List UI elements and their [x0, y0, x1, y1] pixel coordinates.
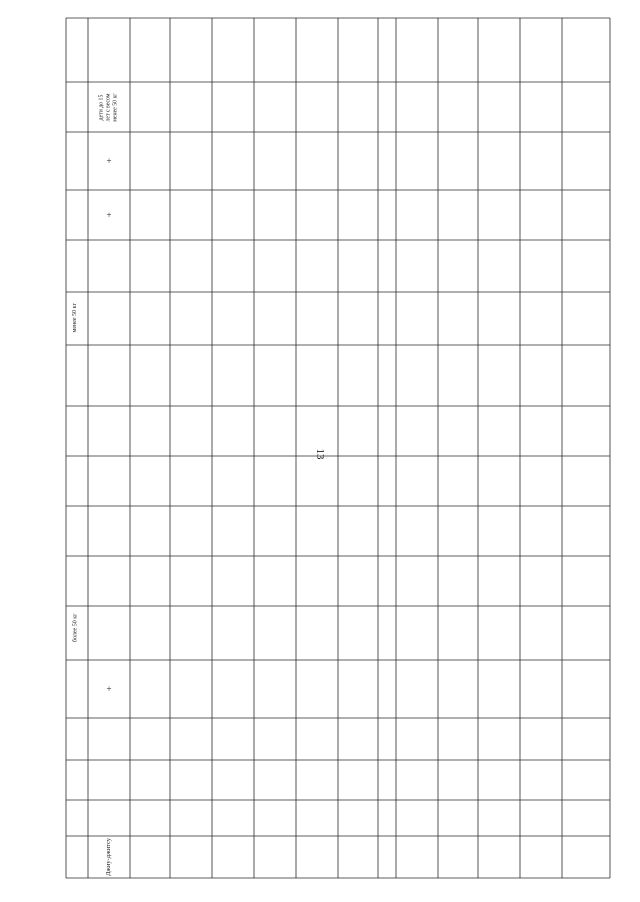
table-cell [88, 132, 130, 190]
table-cell [88, 190, 130, 240]
sport-name: Джиу-джитсу [104, 837, 112, 877]
page-number: 13 [314, 448, 326, 460]
table-cell [88, 660, 130, 718]
plus-mark: + [106, 155, 112, 166]
table-cell [88, 82, 130, 132]
plus-mark: + [106, 209, 112, 220]
header-weight-over: более 50 кг [72, 613, 79, 643]
weight-note: дети до 15 лет с весом менее 50 кг [98, 92, 119, 122]
plus-mark: + [106, 683, 112, 694]
header-weight-under: менее 50 кг [72, 303, 79, 333]
sport-name-cell [88, 836, 130, 878]
